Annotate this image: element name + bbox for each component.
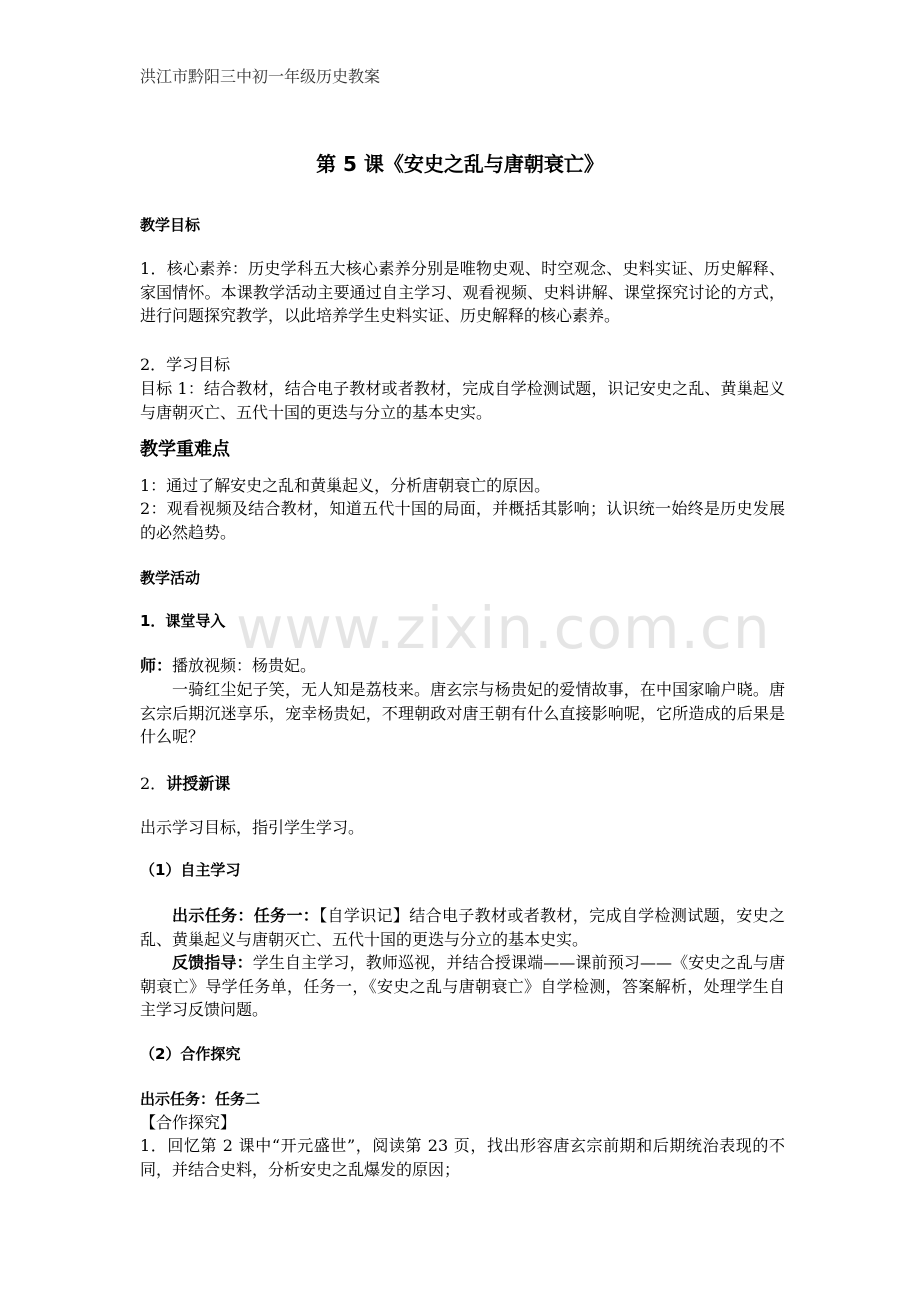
new-lesson-label: 讲授新课 [166,774,231,793]
teacher-label: 师： [140,656,173,675]
keypoint-1: 1：通过了解安史之乱和黄巢起义，分析唐朝衰亡的原因。 [140,476,551,495]
coop-tag: 【合作探究】 [140,1113,237,1132]
teacher-text: 播放视频：杨贵妃。 [172,656,317,675]
task2-heading: 出示任务：任务二 [140,1090,261,1108]
lesson-title: 第 5 课《安史之乱与唐朝衰亡》 [316,152,604,176]
page-header: 洪江市黔阳三中初一年级历史教案 [140,67,381,86]
task1-label: 出示任务：任务一： [172,906,320,925]
keypoint-2: 2：观看视频及结合教材，知道五代十国的局面，并概括其影响；认识统一始终是历史发展的必然趋势。 [140,499,785,542]
teacher-line [140,654,785,677]
goals-heading: 教学目标 [140,216,201,234]
activities-heading: 教学活动 [140,569,201,587]
feedback-paragraph [140,951,785,1022]
watermark: www.zixin.com.cn [236,594,771,662]
self-study-heading: （1）自主学习 [140,861,241,879]
feedback-text: 学生自主学习，教师巡视，并结合授课端——课前预习——《安史之乱与唐朝衰亡》导学任务单，任务一，《安史之乱与唐朝衰亡》自学检测，答案解析，处理学生自主学习反馈问题。 [140,953,785,1019]
task1-paragraph [140,904,785,951]
new-lesson-text: 出示学习目标，指引学生学习。 [140,818,365,837]
keypoints-heading: 教学重难点 [140,439,230,460]
goal2-heading: 2．学习目标 [140,355,231,374]
feedback-label: 反馈指导： [172,953,253,972]
goal-core-literacy: 1．核心素养：历史学科五大核心素养分别是唯物史观、时空观念、史料实证、历史解释、家国情怀。本课教学活动主要通过自主学习、观看视频、史料讲解、课堂探究讨论的方式，进行问题探究教学，以此培养学生史料实证、历史解释的核心素养。 [140,259,785,325]
intro-paragraph: 一骑红尘妃子笑，无人知是荔枝来。唐玄宗与杨贵妃的爱情故事，在中国家喻户晓。唐玄宗后期沉迷享乐，宠幸杨贵妃，不理朝政对唐王朝有什么直接影响呢，它所造成的后果是什么呢？ [140,680,785,746]
task1-text: 【自学识记】结合电子教材或者教材，完成自学检测试题，安史之乱、黄巢起义与唐朝灭亡、五代十国的更迭与分立的基本史实。 [140,906,785,949]
coop-heading: （2）合作探究 [140,1045,241,1063]
goal2-text: 目标 1：结合教材，结合电子教材或者教材，完成自学检测试题，识记安史之乱、黄巢起义与唐朝灭亡、五代十国的更迭与分立的基本史实。 [140,379,785,422]
coop-question-1: 1．回忆第 2 课中“开元盛世”，阅读第 23 页，找出形容唐玄宗前期和后期统治表现的不同，并结合史料，分析安史之乱爆发的原因； [140,1136,785,1179]
new-lesson-heading [140,772,785,795]
new-lesson-number: 2． [140,774,167,793]
intro-heading: 1．课堂导入 [140,612,226,630]
